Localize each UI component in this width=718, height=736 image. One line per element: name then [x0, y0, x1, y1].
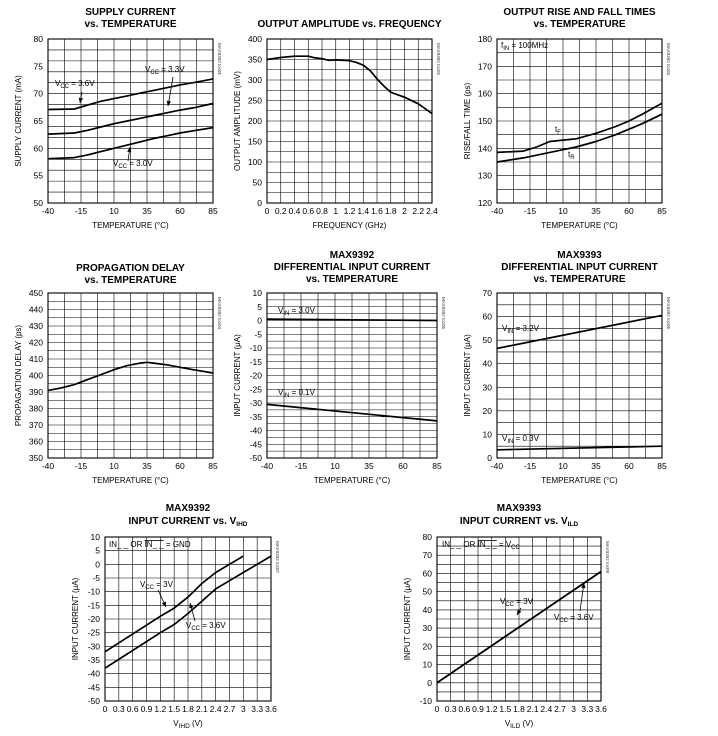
x-tick-label: -40 [260, 461, 274, 471]
x-tick-label: 85 [208, 206, 218, 216]
x-tick-label: 10 [109, 206, 119, 216]
y-tick-label: -40 [87, 668, 100, 679]
x-tick-label: 3 [571, 704, 577, 714]
x-tick-label: 0.2 [274, 206, 287, 216]
series-annotation: $V_{IN} = 0.3V$ [502, 434, 539, 445]
x-tick-label: 2.1 [195, 704, 208, 714]
chart-title-line: OUTPUT AMPLITUDE vs. FREQUENCY [257, 19, 442, 30]
annotation-arrow-head [127, 147, 131, 152]
x-axis-label: TEMPERATURE (°C) [541, 221, 618, 230]
y-tick-label: 410 [28, 354, 43, 364]
x-tick-label: -15 [294, 461, 308, 471]
y-tick-label: -50 [87, 696, 100, 706]
y-tick-label: 5 [95, 545, 100, 556]
y-tick-label: -20 [249, 370, 262, 381]
x-tick-label: 1.8 [513, 704, 525, 714]
x-tick-label: 1.4 [357, 206, 370, 216]
x-tick-label: 60 [398, 461, 408, 471]
x-tick-label: 3.3 [581, 704, 594, 714]
x-tick-label: 35 [591, 206, 601, 216]
y-tick-label: 20 [482, 405, 492, 416]
x-tick-label: 10 [558, 206, 568, 216]
y-tick-label: 360 [28, 436, 43, 447]
y-tick-label: 0 [95, 559, 100, 570]
chart-title-line: MAX9393 [496, 503, 542, 514]
chart-c6 [463, 250, 671, 485]
x-tick-label: 1.6 [371, 206, 383, 216]
series-annotation: $t_F$ [555, 125, 561, 136]
y-tick-label: 55 [33, 170, 43, 181]
x-tick-label: 2.7 [554, 704, 566, 714]
x-tick-label: 0.6 [302, 206, 315, 216]
y-tick-label: -35 [249, 411, 262, 422]
y-tick-label: -15 [249, 356, 262, 367]
series-annotation: $V_{IN} = 3.2V$ [502, 324, 539, 335]
chart-title-line: MAX9392 [165, 503, 211, 514]
x-tick-label: 60 [624, 206, 634, 216]
y-tick-label: 70 [33, 88, 43, 99]
y-tick-label: 50 [482, 335, 492, 346]
x-tick-label: 0.9 [472, 704, 484, 714]
series-annotation: $V_{CC} = 3.0V$ [113, 159, 153, 170]
x-tick-label: 60 [175, 461, 185, 471]
y-tick-label: 120 [477, 198, 492, 208]
x-tick-label: 2.1 [526, 704, 539, 714]
y-tick-label: -10 [87, 586, 100, 597]
y-tick-label: 300 [247, 75, 262, 85]
y-tick-label: 80 [422, 532, 432, 542]
grid [497, 39, 662, 203]
chart-title-line: PROPAGATION DELAY [76, 263, 185, 274]
annotation-arrow-head [167, 101, 171, 106]
y-tick-label: -50 [249, 453, 262, 463]
x-axis-label: TEMPERATURE (°C) [541, 476, 618, 485]
y-tick-label: 10 [90, 532, 100, 542]
series-annotation: $f_{IN} = 100MHz$ [501, 41, 549, 52]
chart-side-label: MAX9392 toc07 [275, 540, 280, 574]
x-tick-label: 3.3 [251, 704, 264, 714]
x-tick-label: 1.2 [343, 206, 356, 216]
chart-side-label: MAX9392 toc08 [605, 540, 610, 574]
y-tick-label: 380 [28, 403, 43, 414]
chart-c8 [403, 503, 610, 730]
y-axis-label: RISE/FALL TIME (ps) [463, 82, 472, 160]
y-tick-label: -25 [249, 384, 262, 395]
y-axis-label: INPUT CURRENT (μA) [403, 577, 412, 661]
y-tick-label: -5 [92, 573, 100, 583]
x-tick-label: 1.5 [168, 704, 181, 714]
y-tick-label: -30 [87, 641, 100, 652]
y-tick-label: 50 [33, 198, 43, 208]
x-tick-label: -15 [74, 461, 88, 471]
chart-title-line: vs. TEMPERATURE [84, 275, 177, 286]
y-tick-label: 30 [482, 382, 492, 393]
y-tick-label: -45 [87, 682, 100, 693]
x-axis-label: TEMPERATURE (°C) [92, 221, 169, 230]
chart-c7 [71, 503, 280, 730]
chart-title-line: INPUT CURRENT vs. $V_{IHD}$ [128, 516, 248, 528]
y-axis-label: PROPAGATION DELAY (ps) [14, 324, 23, 427]
y-tick-label: 390 [28, 387, 43, 397]
x-tick-label: 2.4 [540, 704, 553, 714]
y-tick-label: -40 [249, 425, 262, 436]
y-tick-label: 350 [247, 54, 262, 65]
chart-title-line: vs. TEMPERATURE [533, 19, 626, 30]
chart-side-label: MAX9392 toc06 [666, 296, 671, 330]
x-tick-label: 10 [109, 461, 119, 471]
y-tick-label: 80 [33, 34, 43, 44]
y-tick-label: 150 [247, 136, 262, 147]
x-tick-label: -40 [41, 461, 55, 471]
x-tick-label: -15 [523, 206, 537, 216]
x-tick-label: 3 [240, 704, 246, 714]
x-tick-label: 0 [434, 704, 440, 714]
x-tick-label: 35 [142, 206, 152, 216]
y-axis-label: INPUT CURRENT (μA) [233, 334, 242, 417]
y-tick-label: 70 [482, 288, 492, 298]
grid [267, 39, 432, 203]
x-axis-label: $V_{IHD}$ (V) [173, 719, 203, 730]
x-tick-label: 2.2 [412, 206, 425, 216]
y-tick-label: 60 [33, 143, 43, 154]
y-tick-label: 50 [422, 586, 432, 597]
y-tick-label: -30 [249, 398, 262, 408]
y-tick-label: 400 [247, 34, 262, 44]
y-tick-label: 0 [487, 453, 492, 463]
x-axis-label: $V_{ILD}$ (V) [504, 719, 534, 730]
chart-title-line: SUPPLY CURRENT [85, 7, 176, 18]
x-tick-label: 0.8 [316, 206, 328, 216]
series-annotation: $V_{CC} = 3.6V$ [554, 613, 594, 624]
x-tick-label: 85 [208, 461, 218, 471]
chart-title-line: OUTPUT RISE AND FALL TIMES [503, 7, 656, 18]
series-annotation: IN_ _ OR IN_ _ = GND [109, 540, 191, 549]
y-tick-label: 20 [422, 641, 432, 652]
x-tick-label: 0.3 [112, 704, 125, 714]
y-tick-label: -10 [419, 696, 432, 706]
chart-title-line: DIFFERENTIAL INPUT CURRENT [273, 262, 431, 273]
y-tick-label: 350 [28, 453, 43, 463]
y-tick-label: 400 [28, 370, 43, 381]
x-tick-label: 35 [591, 461, 601, 471]
y-tick-label: -35 [87, 655, 100, 665]
chart-side-label: MAX9392 toc04 [217, 296, 222, 330]
y-tick-label: -10 [249, 343, 262, 353]
y-axis-label: INPUT CURRENT (μA) [71, 577, 80, 661]
x-tick-label: 85 [432, 461, 442, 471]
x-tick-label: 0.3 [444, 704, 457, 714]
x-tick-label: 10 [330, 461, 340, 471]
x-tick-label: -40 [490, 206, 504, 216]
y-tick-label: 200 [247, 116, 262, 126]
chart-title-line: INPUT CURRENT vs. $V_{ILD}$ [459, 516, 579, 528]
y-tick-label: 440 [28, 304, 43, 315]
x-tick-label: -15 [523, 461, 537, 471]
x-tick-label: 60 [624, 461, 634, 471]
y-tick-label: 420 [28, 337, 43, 348]
y-tick-label: 5 [257, 301, 262, 312]
chart-c5 [233, 250, 446, 485]
x-tick-label: 0.6 [458, 704, 471, 714]
x-tick-label: -40 [490, 461, 504, 471]
x-tick-label: 1 [333, 206, 339, 216]
y-tick-label: 450 [28, 288, 43, 298]
y-tick-label: 70 [422, 550, 432, 561]
y-tick-label: 75 [33, 61, 43, 72]
y-tick-label: 180 [477, 34, 492, 44]
chart-title-line: vs. TEMPERATURE [305, 274, 399, 285]
chart-title-line: vs. TEMPERATURE [84, 19, 177, 30]
y-tick-label: 40 [482, 358, 492, 369]
x-tick-label: 0 [102, 704, 108, 714]
y-tick-label: 30 [422, 623, 432, 634]
y-tick-label: 170 [477, 61, 492, 72]
y-tick-label: 10 [422, 659, 432, 670]
y-tick-label: 0 [427, 677, 432, 688]
y-tick-label: 160 [477, 88, 492, 99]
x-tick-label: 3.6 [595, 704, 607, 714]
y-tick-label: -45 [249, 439, 262, 450]
x-tick-label: 2.7 [223, 704, 236, 714]
chart-c4 [14, 263, 222, 485]
x-tick-label: -15 [74, 206, 88, 216]
y-tick-label: 50 [252, 177, 262, 188]
series-annotation: $V_{CC} = 3V$ [140, 580, 173, 591]
series-annotation: $V_{IN} = 3.0V$ [278, 306, 315, 317]
y-tick-label: -20 [87, 614, 100, 624]
x-tick-label: 0.4 [288, 206, 301, 216]
chart-title-line: DIFFERENTIAL INPUT CURRENT [501, 262, 658, 273]
grid [48, 293, 213, 458]
y-tick-label: 0 [257, 198, 262, 208]
chart-c1 [14, 7, 222, 230]
y-tick-label: 65 [33, 116, 43, 126]
x-axis-label: TEMPERATURE (°C) [92, 476, 169, 485]
x-tick-label: 35 [142, 461, 152, 471]
x-tick-label: 1.8 [182, 704, 194, 714]
y-tick-label: 60 [482, 311, 492, 322]
chart-c2 [233, 19, 442, 230]
series-annotation: $V_{CC} = 3.6V$ [55, 79, 95, 90]
x-tick-label: 3.6 [265, 704, 277, 714]
y-tick-label: 150 [477, 116, 492, 126]
y-tick-label: 0 [257, 315, 262, 326]
chart-side-label: MAX9392 toc02 [436, 42, 441, 76]
y-tick-label: 250 [247, 95, 262, 106]
x-tick-label: 1.2 [154, 704, 167, 714]
series-annotation: $V_{CC} = 3V$ [500, 597, 533, 608]
y-axis-label: SUPPLY CURRENT (mA) [14, 75, 23, 167]
grid [267, 293, 437, 458]
y-tick-label: 430 [28, 321, 43, 331]
y-tick-label: -15 [87, 600, 100, 611]
chart-c3 [463, 7, 671, 230]
x-axis-label: TEMPERATURE (°C) [313, 476, 391, 485]
grid [105, 537, 271, 701]
x-tick-label: 2.4 [426, 206, 438, 216]
y-tick-label: 370 [28, 420, 43, 430]
x-tick-label: 85 [657, 461, 667, 471]
y-tick-label: 140 [477, 143, 492, 154]
x-tick-label: 0 [264, 206, 270, 216]
x-tick-label: 85 [657, 206, 667, 216]
y-axis-label: OUTPUT AMPLITUDE (mV) [233, 71, 242, 171]
x-tick-label: 35 [364, 461, 374, 471]
x-tick-label: -40 [41, 206, 55, 216]
y-tick-label: -25 [87, 627, 100, 638]
x-tick-label: 2 [402, 206, 407, 216]
x-tick-label: 10 [558, 461, 568, 471]
chart-side-label: MAX9392 toc03 [666, 42, 671, 76]
x-tick-label: 1.5 [499, 704, 512, 714]
x-tick-label: 2.4 [209, 704, 222, 714]
chart-title-line: vs. TEMPERATURE [533, 274, 626, 285]
y-tick-label: 40 [422, 604, 432, 615]
chart-title-line: MAX9393 [557, 250, 602, 261]
series-annotation: $V_{CC} = 3.6V$ [186, 621, 226, 632]
series-annotation: $V_{IN} = 0.1V$ [278, 388, 315, 399]
y-tick-label: 60 [422, 568, 432, 579]
series-annotation: $V_{CC} = 3.3V$ [145, 65, 185, 76]
x-axis-label: FREQUENCY (GHz) [312, 221, 387, 230]
chart-side-label: MAX9392 toc05 [441, 296, 446, 330]
y-tick-label: 10 [252, 288, 262, 298]
x-tick-label: 0.6 [126, 704, 139, 714]
x-tick-label: 1.2 [485, 704, 498, 714]
y-tick-label: -5 [254, 329, 262, 340]
x-tick-label: 60 [175, 206, 185, 216]
y-tick-label: 10 [482, 429, 492, 440]
y-tick-label: 130 [477, 170, 492, 181]
y-tick-label: 100 [247, 157, 262, 167]
series-annotation: IN_ _ OR IN_ _ = $V_{CC}$ [442, 540, 520, 551]
x-tick-label: 1.8 [384, 206, 397, 216]
chart-side-label: MAX9392 toc01 [217, 42, 222, 76]
series-annotation: $t_R$ [568, 150, 575, 161]
y-axis-label: INPUT CURRENT (μA) [463, 334, 472, 417]
chart-title-line: MAX9392 [329, 250, 375, 261]
x-tick-label: 0.9 [140, 704, 153, 714]
